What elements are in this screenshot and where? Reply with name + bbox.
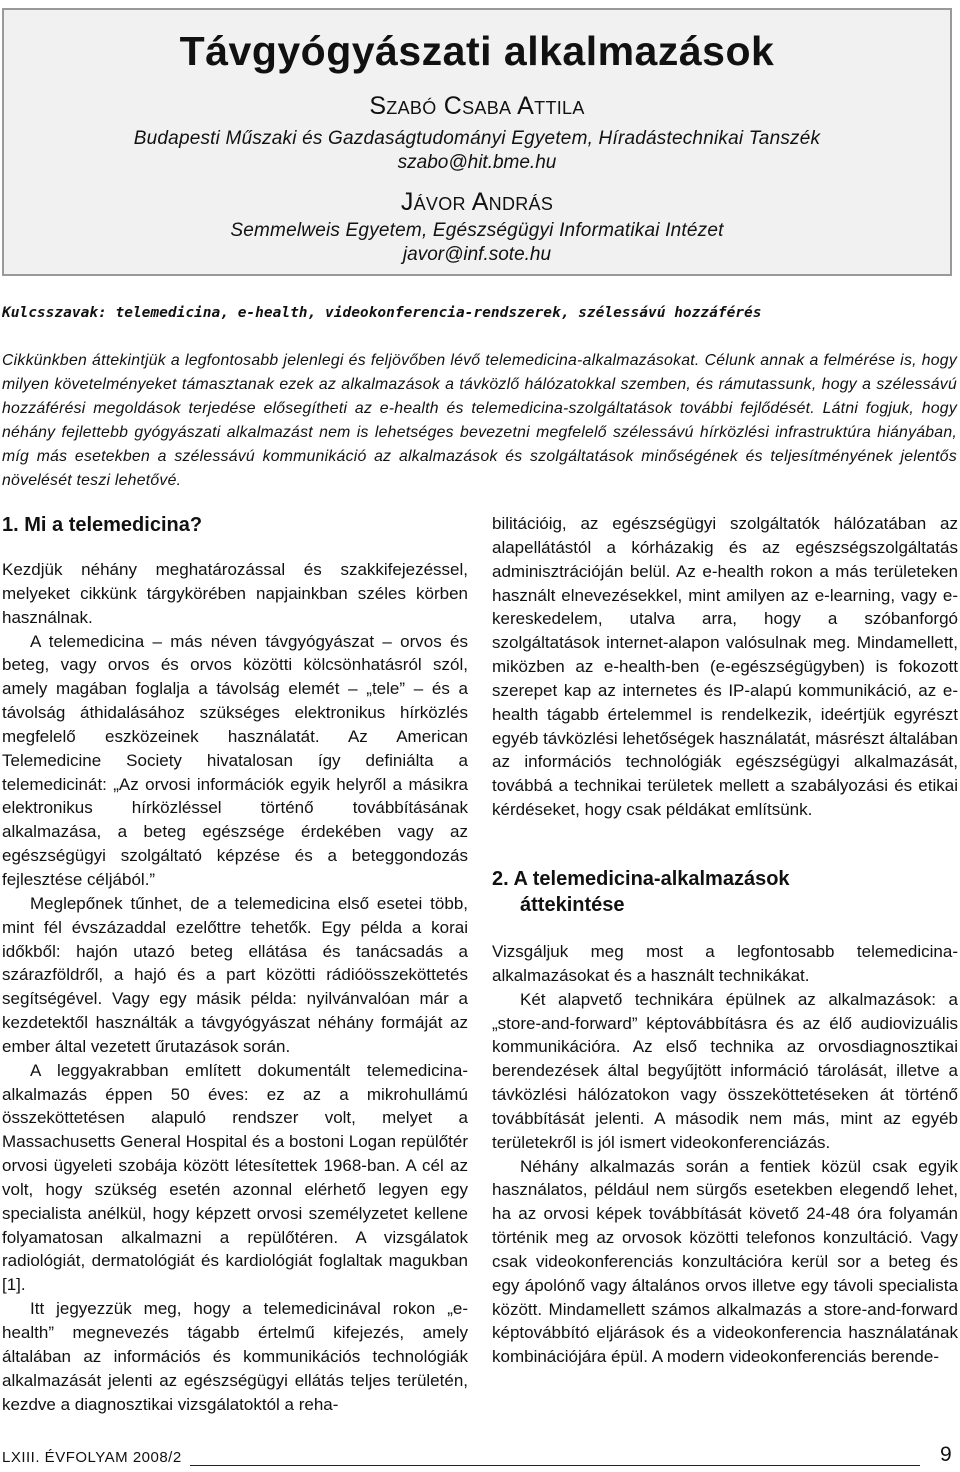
author-email: szabo@hit.bme.hu [397, 152, 557, 173]
title-box [2, 8, 952, 276]
body-paragraph: Két alapvető technikára épülnek az alkalmazások: a „store-and-forward” képtovábbításra és az élő audiovizuális kommunikációra. Az első technika az orvosdiagnosztikai berendezések által begyűjtött információ tárolását, illetve a távközlési hálózatokon vagy összeköttetéseken át történő továbbítását jelenti. A második nem más, mint az egyéb területekről is jól ismert videokonferenciázás. [492, 989, 958, 1152]
section-heading [492, 866, 958, 918]
keywords: Kulcsszavak: telemedicina, e-health, videokonferencia-rendszerek, szélessávú hozzáférés [2, 305, 762, 321]
body-paragraph: Itt jegyezzük meg, hogy a telemedicinával rokon „e-health” megnevezés tágabb értelmű kifejezés, amely általában az információs és kommunikációs technológiák alkalmazását jelenti az egészségügyi ellátás teljes területén, kezdve a diagnosztikai vizsgálatoktól a reha- [2, 1299, 468, 1414]
footer-rule [190, 1465, 920, 1466]
author-email: javor@inf.sote.hu [402, 244, 552, 265]
paper-title: Távgyógyászati alkalmazások [179, 28, 775, 74]
left-column [2, 512, 468, 1416]
body-paragraph: Meglepőnek tűnhet, de a telemedicina első esetei több, mint fél évszázaddal ezelőttre tehetők. Egy példa a korai időkből: hajón utazó beteg ellátása és tanácsadás a szárazföldről, a hajó és a part közötti rádióösszeköttetés segítségével. Vagy egy másik példa: nyilvánvalóan már a kezdetektől használták a távgyógyászat néhány formáját az ember által vezetett űrutazások során. [2, 893, 468, 1056]
body-paragraph: Vizsgáljuk meg most a legfontosabb telemedicina-alkalmazásokat és a használt technikákat. [492, 941, 958, 985]
body-paragraph: Néhány alkalmazás során a fentiek közül csak egyik használatos, például nem sürgős esetekben elegendő lehet, ha az orvosi képek továbbítását követő 24-48 óra folyamán történik meg az orvosok közötti telefonos konzultáció. Vagy csak videokonferenciás konzultációra kerül sor a beteg és egy ápolónő vagy általános orvos illetve egy távoli specialista között. Mindamellett számos alkalmazás a store-and-forward képtovábbító eljárások és a videokonferencia használatának kombinációjára épül. A modern videokonferenciás berende- [492, 1156, 958, 1367]
author-name: Szabó Csaba Attila [369, 92, 585, 120]
abstract: Cikkünkben áttekintjük a legfontosabb jelenlegi és feljövőben lévő telemedicina-alkalmazásokat. Célunk annak a felmérése is, hogy milyen követelményeket támasztanak ezek az alkalmazások a távközlő hálózatokkal szemben, és rámutassunk, hogy a szélessávú hozzáférési megoldások terjedése elősegítheti az e-health és telemedicina-szolgáltatások további fejlődését. Látni fogjuk, hogy néhány fejlettebb gyógyászati alkalmazást nem is lehetséges bevezetni megfelelő szélessávú hírközlési infrastruktúra hiányában, míg más esetekben a szélessávú kommunikáció az alkalmazások és szolgáltatások minőségének és teljesítményének jelentős növelését teszi lehetővé. [2, 352, 957, 490]
page-number: 9 [940, 1443, 952, 1466]
author-name: Jávor András [400, 188, 554, 216]
body-paragraph: A leggyakrabban említett dokumentált telemedicina-alkalmazás éppen 50 éves: ez az a mikrohullámú összeköttetésen alapuló rendszer volt, melyet a Massachusetts General Hospital és a bostoni Logan repülőtér orvosi ügyeleti szobája között létesítettek 1968-ban. A cél az volt, hogy szükség esetén azonnal elérhető legyen egy specialista anélkül, hogy képzett orvosi személyzetet kellene folyamatosan alkalmazni a repülőtéren. A vizsgálatok radiológiát, dermatológiát és kardiológiát foglaltak magukban [1]. [2, 1060, 468, 1295]
section-heading-line: 2. A telemedicina-alkalmazások [492, 867, 790, 890]
body-paragraph: Kezdjük néhány meghatározással és szakkifejezéssel, melyeket cikkünk tárgykörében napjainkban széles körben használnak. [2, 560, 468, 627]
body-paragraph: A telemedicina – más néven távgyógyászat – orvos és beteg, vagy orvos és orvos közötti kölcsönhatásról szól, amely magában foglalja a távolság elemét – „tele” – és a távolság áthidalásához szükséges elektronikus hírközlés megfelelő eszközeinek használatát. Az American Telemedicine Society hivatalosan így definiálta a telemedicinát: „Az orvosi információk egyik helyről a másikra elektronikus hírközléssel történő továbbításának alkalmazása, a beteg egészsége érdekében vagy az egészségügyi szolgáltató képzése és a beteggondozás fejlesztése céljából.” [2, 631, 468, 889]
author-affiliation: Budapesti Műszaki és Gazdaságtudományi Egyetem, Híradástechnikai Tanszék [133, 128, 821, 149]
body-paragraph: bilitációig, az egészségügyi szolgáltatók hálózatában az alapellátástól a kórházakig és az egészségszolgáltatás adminisztrációján belül. Az e-health rokon a más területeken használt elnevezésekkel, mint amilyen az e-learning, vagy e-kereskedelem, utalva arra, hogy a szóbanforgó szolgáltatások internet-alapon valósulnak meg. Mindamellett, miközben az e-health-ben (e-egészségügyben) is fokozott szerepet kap az internetes és IP-alapú kommunikáció, az e-health tágabb értelemmel is rendelkezik, ideértjük egyrészt egyéb távközlési lehetőségek használatát, másrészt általában az információs technológiák egészségügyi alkalmazását, továbbá a technikai területek mellett a szabályozási és etikai kérdéseket, hogy csak példákat említsünk. [492, 514, 958, 820]
section-heading-line: áttekintése [520, 893, 625, 916]
right-column [492, 512, 958, 1369]
journal-issue: LXIII. ÉVFOLYAM 2008/2 [2, 1449, 182, 1466]
author-affiliation: Semmelweis Egyetem, Egészségügyi Informatikai Intézet [230, 220, 724, 241]
section-heading: 1. Mi a telemedicina? [2, 514, 203, 536]
